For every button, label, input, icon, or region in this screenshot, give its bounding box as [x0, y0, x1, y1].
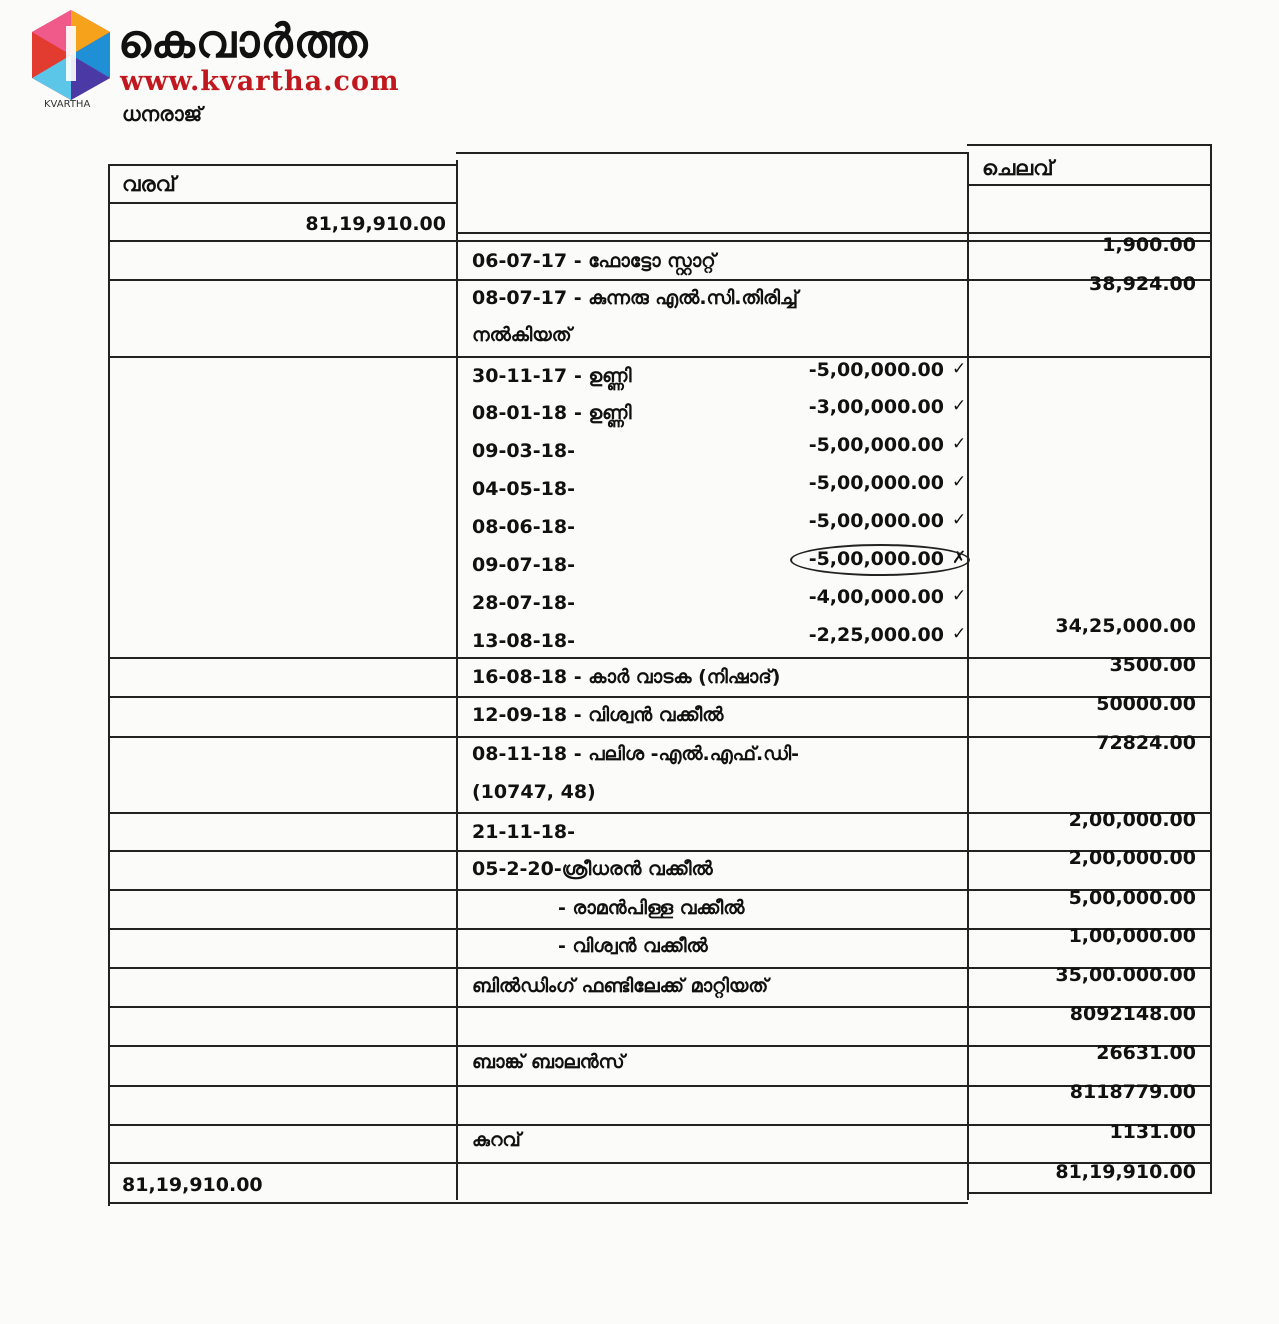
opening-income: 81,19,910.00: [305, 213, 446, 235]
row-desc: - വിശ്വൻ വക്കീൽ: [558, 935, 708, 957]
check-mark-icon: ✓: [952, 624, 967, 644]
installment-date: 28-07-18-: [472, 592, 575, 614]
table-border-right: [1210, 144, 1212, 1192]
installment-date: 04-05-18-: [472, 478, 575, 500]
installment-value: -5,00,000.00: [808, 472, 944, 494]
installment-date: 08-06-18-: [472, 516, 575, 538]
row-amount: 35,00.000.00: [1055, 964, 1196, 986]
closing-expense: 81,19,910.00: [1055, 1161, 1196, 1183]
table-border-left: [108, 164, 110, 1206]
row-desc: കുറവ്: [472, 1129, 521, 1151]
check-mark-icon: ✓: [952, 396, 967, 416]
row-desc: 06-07-17 - ഫോട്ടോ സ്റ്റാറ്റ്: [472, 250, 716, 272]
site-url: www.kvartha.com: [120, 66, 400, 97]
table-border-top-left: [108, 164, 457, 166]
table-border-bottom-right: [968, 1192, 1212, 1194]
row-desc: 16-08-18 - കാർ വാടക (നിഷാദ്): [472, 666, 781, 688]
check-mark-icon: ✓: [952, 510, 967, 530]
table-border-bottom: [108, 1202, 968, 1204]
table-border-top-right: [967, 144, 1212, 146]
accounts-table: [108, 144, 1212, 1206]
row-desc: 21-11-18-: [472, 821, 575, 843]
row-amount: 8118779.00: [1069, 1081, 1196, 1103]
check-mark-icon: ✗: [952, 548, 967, 568]
row-amount: 72824.00: [1096, 732, 1196, 754]
check-mark-icon: ✓: [952, 359, 967, 379]
installment-value: -5,00,000.00: [808, 510, 944, 532]
check-mark-icon: ✓: [952, 586, 967, 606]
row-line: [108, 356, 1212, 358]
installment-value: -2,25,000.00: [808, 624, 944, 646]
row-amount: 2,00,000.00: [1068, 847, 1196, 869]
row-amount: 3500.00: [1109, 654, 1196, 676]
check-mark-icon: ✓: [952, 472, 967, 492]
logo-caption: KVARTHA: [44, 99, 91, 110]
row-line: [456, 232, 1212, 234]
row-desc: 08-07-17 - കുന്നരു എൽ.സി.തിരിച്ച്: [472, 287, 798, 309]
row-desc-continued: നൽകിയത്: [472, 324, 572, 346]
column-divider-1: [456, 160, 458, 1200]
table-border-top-mid: [456, 152, 968, 154]
row-amount: 5,00,000.00: [1068, 887, 1196, 909]
circled-entry: [790, 544, 970, 576]
row-amount: 1,900.00: [1102, 234, 1196, 256]
installment-value: -3,00,000.00: [808, 396, 944, 418]
row-desc: ബാങ്ക് ബാലൻസ്: [472, 1051, 625, 1073]
row-amount: 8092148.00: [1069, 1003, 1196, 1025]
row-amount: 26631.00: [1096, 1042, 1196, 1064]
row-desc: 12-09-18 - വിശ്വൻ വക്കീൽ: [472, 704, 724, 726]
installment-value: -5,00,000.00: [808, 434, 944, 456]
installment-date: 30-11-17: [472, 365, 568, 387]
row-amount: 1,00,000.00: [1068, 925, 1196, 947]
installment-value: -5,00,000.00: [808, 359, 944, 381]
row-amount: 38,924.00: [1089, 273, 1196, 295]
brand-name: കെവാർത്ത: [118, 14, 369, 68]
kvartha-logo: [26, 8, 116, 108]
row-amount: 1131.00: [1109, 1121, 1196, 1143]
row-desc: 05-2-20-ശ്രീധരൻ വക്കീൽ: [472, 858, 713, 880]
expense-header: ചെലവ്: [982, 156, 1054, 180]
installment-desc: - ഉണ്ണി: [574, 402, 632, 424]
installment-date: 13-08-18-: [472, 630, 575, 652]
row-amount: 2,00,000.00: [1068, 809, 1196, 831]
row-desc: 08-11-18 - പലിശ -എൽ.എഫ്.ഡി-: [472, 743, 800, 765]
check-mark-icon: ✓: [952, 434, 967, 454]
installments-total: 34,25,000.00: [1055, 615, 1196, 637]
column-divider-2: [967, 152, 969, 1200]
installment-date: 09-07-18-: [472, 554, 575, 576]
row-line: [108, 202, 457, 204]
installment-desc: - ഉണ്ണി: [574, 365, 632, 387]
row-amount: 50000.00: [1096, 693, 1196, 715]
row-desc: - രാമൻപിള്ള വക്കീൽ: [558, 897, 745, 919]
income-header: വരവ്: [122, 172, 176, 196]
installment-value: -4,00,000.00: [808, 586, 944, 608]
author-name: ധനരാജ്: [122, 102, 203, 126]
row-desc-continued: (10747, 48): [472, 781, 596, 803]
closing-income: 81,19,910.00: [122, 1174, 263, 1196]
row-desc: ബിൽഡിംഗ് ഫണ്ടിലേക്ക് മാറ്റിയത്: [472, 975, 769, 997]
row-line: [968, 184, 1211, 186]
installment-value: -5,00,000.00: [808, 548, 944, 570]
installment-date: 09-03-18-: [472, 440, 575, 462]
installment-date: 08-01-18: [472, 402, 568, 424]
